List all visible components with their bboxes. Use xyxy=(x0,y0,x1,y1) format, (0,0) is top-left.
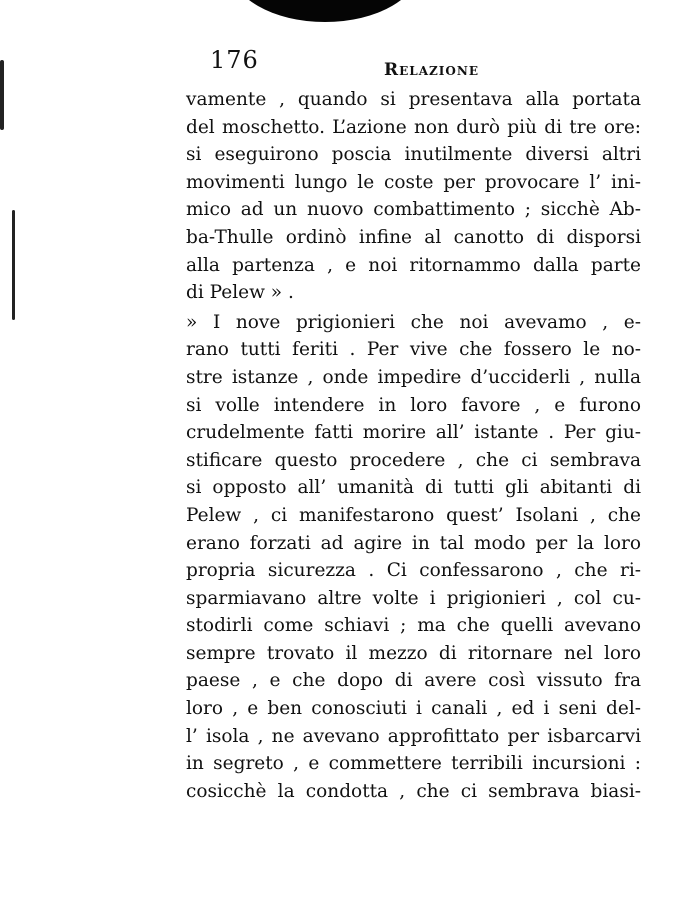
text-line: stre istanze , onde impedire d’ucciderli , nulla xyxy=(186,366,641,388)
text-line: erano forzati ad agire in tal modo per la loro xyxy=(186,532,641,554)
scan-edge-mark xyxy=(0,60,4,130)
scan-edge-mark xyxy=(12,210,15,320)
text-line: ba-Thulle ordinò infine al canotto di disporsi xyxy=(186,226,641,248)
paragraph xyxy=(186,86,641,307)
text-line: mico ad un nuovo combattimento ; sicchè Ab- xyxy=(186,199,641,221)
text-line: crudelmente fatti morire all’ istante . Per giu- xyxy=(186,422,641,444)
text-line: stodirli come schiavi ; ma che quelli avevano xyxy=(186,615,641,637)
text-line: propria sicurezza . Ci confessarono , che ri- xyxy=(186,560,641,582)
text-line: » I nove prigionieri che noi avevamo , e- xyxy=(186,311,641,333)
text-line: paese , e che dopo di avere così vissuto fra xyxy=(186,670,641,692)
text-line: si volle intendere in loro favore , e furono xyxy=(186,394,641,416)
text-line: cosicchè la condotta , che ci sembrava biasi- xyxy=(186,780,641,802)
text-line: stificare questo procedere , che ci sembrava xyxy=(186,449,641,471)
body-text xyxy=(186,86,641,805)
text-line: movimenti lungo le coste per provocare l’ ini- xyxy=(186,171,641,193)
text-line: rano tutti feriti . Per vive che fossero le no- xyxy=(186,339,641,361)
text-line: si eseguirono poscia inutilmente diversi altri xyxy=(186,144,641,166)
paragraph xyxy=(186,309,641,806)
page-number: 176 xyxy=(210,46,259,74)
scan-shadow-blob xyxy=(230,0,420,22)
text-line: sempre trovato il mezzo di ritornare nel loro xyxy=(186,642,641,664)
text-line: alla partenza , e noi ritornammo dalla parte xyxy=(186,254,641,276)
text-line: si opposto all’ umanità di tutti gli abitanti di xyxy=(186,477,641,499)
text-line: vamente , quando si presentava alla portata xyxy=(186,89,641,110)
text-line: sparmiavano altre volte i prigionieri , col cu- xyxy=(186,587,641,609)
text-line: loro , e ben conosciuti i canali , ed i seni del- xyxy=(186,698,641,720)
text-line: in segreto , e commettere terribili incursioni : xyxy=(186,753,641,775)
text-line: Pelew , ci manifestarono quest’ Isolani , che xyxy=(186,504,641,526)
text-line: l’ isola , ne avevano approfittato per isbarcarvi xyxy=(186,725,641,747)
text-line: del moschetto. L’azione non durò più di tre ore: xyxy=(186,116,641,138)
text-line: di Pelew » . xyxy=(186,282,294,304)
running-head: Relazione xyxy=(384,60,479,80)
